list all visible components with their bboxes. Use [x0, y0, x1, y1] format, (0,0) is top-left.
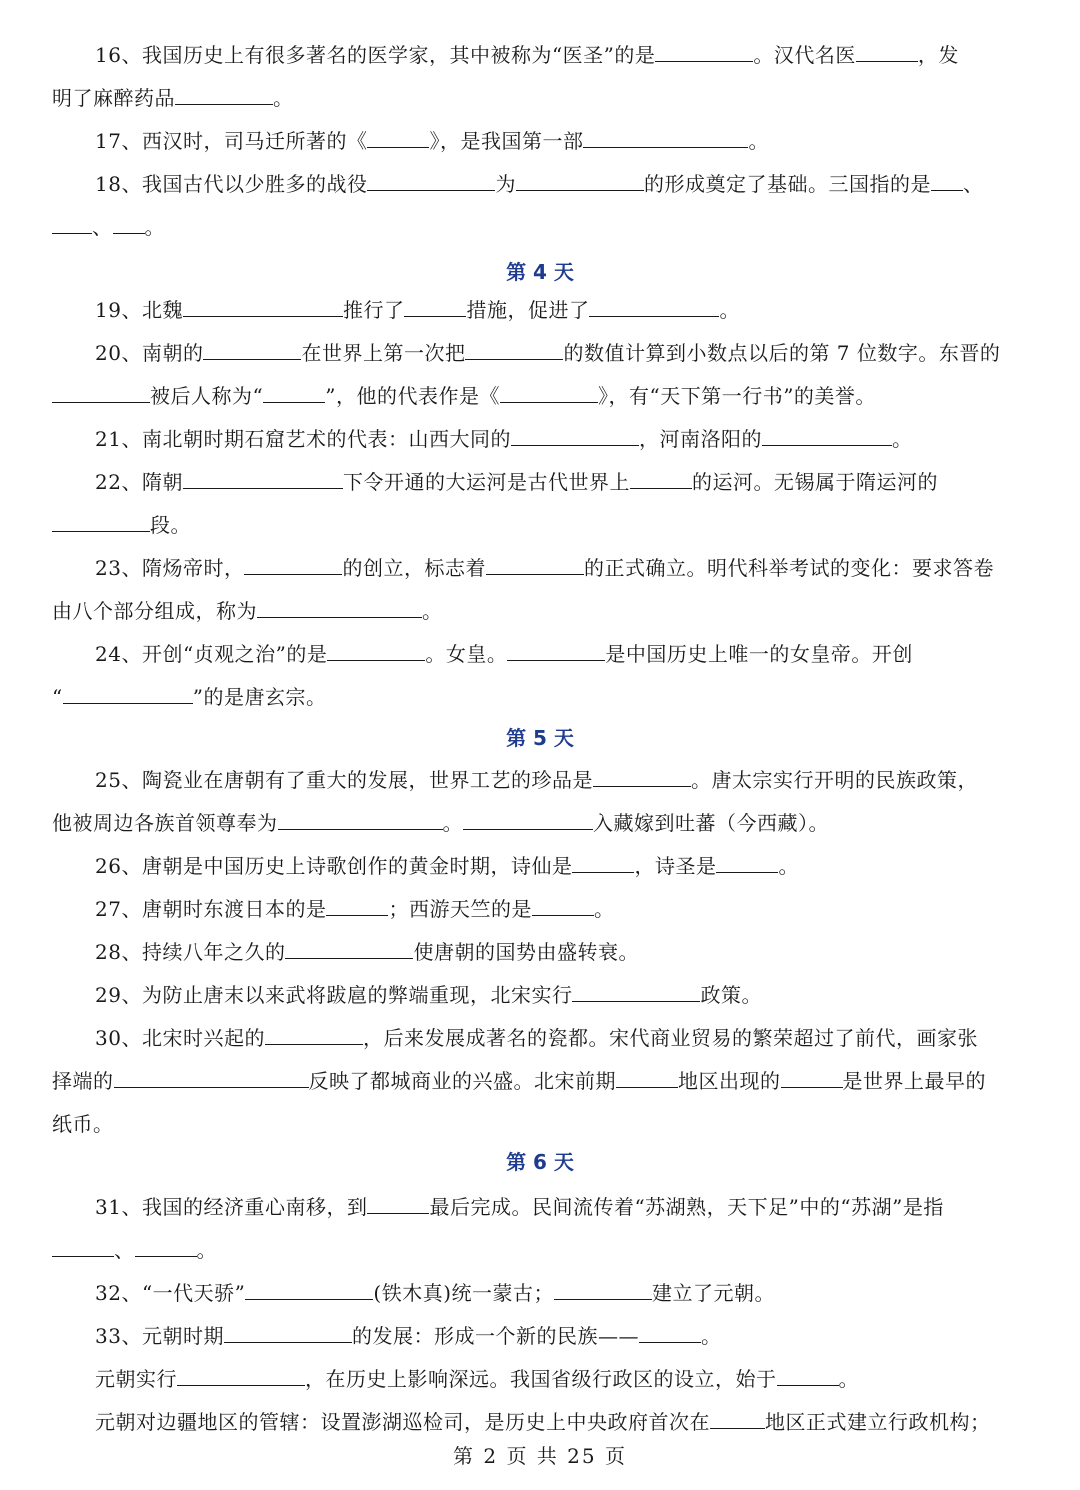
question-line: [95, 1194, 944, 1220]
question-line: [95, 896, 614, 922]
answer-blank[interactable]: [177, 1368, 305, 1386]
question-text: 、: [92, 215, 113, 239]
question-text: 纸币。: [52, 1112, 114, 1136]
question-text: 的运河。无锡属于隋运河的: [691, 470, 938, 494]
question-text: 最后完成。民间流传着“苏湖熟，天下足”中的“苏湖”是指: [429, 1195, 944, 1219]
question-line: [95, 1366, 859, 1392]
question-text: 21、南北朝时期石窟艺术的代表：山西大同的: [95, 427, 511, 451]
question-text: 被后人称为“: [150, 384, 264, 408]
question-text: 措施，促进了: [466, 298, 590, 322]
answer-blank[interactable]: [639, 1325, 701, 1343]
question-text: 。: [442, 811, 463, 835]
answer-blank[interactable]: [583, 130, 748, 148]
day-heading: 第 5 天: [506, 726, 574, 750]
question-line: [95, 171, 983, 197]
answer-blank[interactable]: [593, 769, 691, 787]
question-line: [52, 383, 876, 409]
question-line: [95, 1025, 978, 1051]
question-text: 17、西汉时，司马迁所著的《: [95, 129, 368, 153]
question-text: 18、我国古代以少胜多的战役: [95, 172, 368, 196]
answer-blank[interactable]: [257, 600, 422, 618]
answer-blank[interactable]: [135, 1239, 197, 1257]
question-text: 26、唐朝是中国历史上诗歌创作的黄金时期，诗仙是: [95, 854, 573, 878]
question-text: 31、我国的经济重心南移，到: [95, 1195, 368, 1219]
day-heading: 第 4 天: [506, 260, 574, 284]
question-text: 。唐太宗实行开明的民族政策，: [690, 768, 978, 792]
question-text: 16、我国历史上有很多著名的医学家，其中被称为“医圣”的是: [95, 43, 656, 67]
question-text: 。: [593, 897, 615, 921]
answer-blank[interactable]: [630, 471, 692, 489]
question-text: 28、持续八年之久的: [95, 940, 286, 964]
question-text: 择端的: [52, 1069, 114, 1093]
question-text: 段。: [150, 513, 191, 537]
answer-blank[interactable]: [554, 1282, 652, 1300]
answer-blank[interactable]: [113, 216, 145, 234]
answer-blank[interactable]: [762, 428, 892, 446]
question-text: 推行了: [342, 298, 405, 322]
question-text: ，河南洛阳的: [638, 427, 762, 451]
question-line: [95, 939, 639, 965]
question-text: 他被周边各族首领尊奉为: [52, 811, 278, 835]
answer-blank[interactable]: [245, 1282, 373, 1300]
answer-blank[interactable]: [52, 1239, 114, 1257]
question-text: “: [52, 685, 63, 709]
question-text: 。: [748, 129, 769, 153]
answer-blank[interactable]: [265, 1027, 363, 1045]
question-line: [95, 426, 912, 452]
answer-blank[interactable]: [183, 299, 343, 317]
answer-blank[interactable]: [278, 812, 443, 830]
question-text: 。: [778, 854, 799, 878]
question-text: ，在历史上影响深远。我国省级行政区的设立，始于: [305, 1367, 777, 1391]
question-text: 。: [196, 1238, 217, 1262]
question-text: 下令开通的大运河是古代世界上: [342, 470, 630, 494]
question-text: 23、隋炀帝时，: [95, 556, 245, 580]
answer-blank[interactable]: [175, 87, 273, 105]
question-text: 。: [838, 1367, 859, 1391]
question-text: 。: [891, 427, 913, 451]
question-line: [52, 1068, 986, 1094]
question-text: 33、元朝时期: [95, 1324, 224, 1348]
question-line: [52, 1237, 217, 1263]
answer-blank[interactable]: [507, 643, 605, 661]
answer-blank[interactable]: [710, 1411, 765, 1429]
question-text: ”，他的代表作是《: [325, 384, 500, 408]
question-text: 政策。: [700, 983, 762, 1007]
question-line: [95, 1409, 991, 1435]
question-text: 是中国历史上唯一的女皇帝。开创: [605, 642, 913, 666]
answer-blank[interactable]: [516, 173, 644, 191]
question-text: 是世界上最早的: [842, 1069, 986, 1093]
answer-blank[interactable]: [532, 898, 594, 916]
question-text: 、: [114, 1238, 135, 1262]
question-line: [95, 641, 913, 667]
answer-blank[interactable]: [327, 643, 425, 661]
answer-blank[interactable]: [463, 812, 593, 830]
question-line: [95, 1323, 721, 1349]
question-text: 入藏嫁到吐蕃（今西藏）。: [593, 811, 829, 835]
question-text: 。: [719, 298, 740, 322]
answer-blank[interactable]: [500, 385, 598, 403]
question-text: ；西游天竺的是: [388, 897, 532, 921]
question-text: 的发展：形成一个新的民族——: [351, 1324, 639, 1348]
question-line: [52, 598, 443, 624]
question-line: [95, 853, 799, 879]
answer-blank[interactable]: [404, 299, 466, 317]
question-text: 的正式确立。明代科举考试的变化：要求答卷: [583, 556, 994, 580]
page-footer: 第 2 页 共 25 页: [453, 1444, 627, 1468]
question-text: 30、北宋时兴起的: [95, 1026, 265, 1050]
question-text: 使唐朝的国势由盛转衰。: [413, 940, 639, 964]
question-line: [95, 340, 1000, 366]
question-text: 。汉代名医: [753, 43, 856, 67]
answer-blank[interactable]: [465, 342, 563, 360]
answer-blank[interactable]: [285, 941, 413, 959]
question-text: ”的是唐玄宗。: [192, 685, 327, 709]
question-text: ，发: [917, 43, 959, 67]
answer-blank[interactable]: [52, 514, 150, 532]
answer-blank[interactable]: [511, 428, 639, 446]
question-text: 。: [700, 1324, 722, 1348]
question-text: 》，是我国第一部: [429, 129, 584, 153]
question-text: (铁木真)统一蒙古；: [373, 1281, 555, 1305]
question-line: [95, 982, 762, 1008]
question-line: [52, 85, 294, 111]
answer-blank[interactable]: [63, 686, 193, 704]
answer-blank[interactable]: [224, 1325, 352, 1343]
answer-blank[interactable]: [655, 44, 753, 62]
question-line: [95, 128, 769, 154]
answer-blank[interactable]: [716, 855, 778, 873]
question-text: 反映了都城商业的兴盛。北宋前期: [308, 1069, 616, 1093]
answer-blank[interactable]: [203, 342, 301, 360]
question-text: 建立了元朝。: [652, 1281, 776, 1305]
question-line: [52, 810, 829, 836]
question-text: 》，有“天下第一行书”的美誉。: [597, 384, 876, 408]
question-text: 地区正式建立行政机构；: [765, 1410, 991, 1434]
question-text: 29、为防止唐末以来武将跋扈的弊端重现，北宋实行: [95, 983, 573, 1007]
question-text: 22、隋朝: [95, 470, 183, 494]
answer-blank[interactable]: [367, 173, 495, 191]
answer-blank[interactable]: [114, 1070, 309, 1088]
question-text: 。: [422, 599, 443, 623]
question-text: 。: [273, 86, 294, 110]
question-line: [95, 469, 938, 495]
question-line: [95, 42, 959, 68]
answer-blank[interactable]: [486, 557, 584, 575]
question-text: 地区出现的: [678, 1069, 781, 1093]
answer-blank[interactable]: [263, 385, 325, 403]
answer-blank[interactable]: [52, 385, 150, 403]
question-text: 的数值计算到小数点以后的第 7 位数字。东晋的: [563, 341, 1001, 365]
answer-blank[interactable]: [367, 1196, 429, 1214]
question-text: 25、陶瓷业在唐朝有了重大的发展，世界工艺的珍品是: [95, 768, 593, 792]
question-text: 元朝实行: [95, 1367, 177, 1391]
question-text: 的形成奠定了基础。三国指的是: [643, 172, 931, 196]
question-text: ，诗圣是: [634, 854, 717, 878]
answer-blank[interactable]: [781, 1070, 843, 1088]
question-text: 明了麻醉药品: [52, 86, 175, 110]
answer-blank[interactable]: [777, 1368, 839, 1386]
question-line: [95, 555, 994, 581]
question-text: ，后来发展成著名的瓷都。宋代商业贸易的繁荣超过了前代，画家张: [362, 1026, 978, 1050]
answer-blank[interactable]: [367, 130, 429, 148]
answer-blank[interactable]: [856, 44, 918, 62]
question-text: 。女皇。: [425, 642, 508, 666]
question-line: [52, 214, 165, 240]
question-line: [52, 1111, 114, 1137]
answer-blank[interactable]: [326, 898, 388, 916]
answer-blank[interactable]: [52, 216, 92, 234]
question-text: 元朝对边疆地区的管辖：设置澎湖巡检司，是历史上中央政府首次在: [95, 1410, 710, 1434]
question-line: [52, 684, 326, 710]
question-text: 24、开创“贞观之治”的是: [95, 642, 328, 666]
answer-blank[interactable]: [572, 855, 634, 873]
question-text: 27、唐朝时东渡日本的是: [95, 897, 327, 921]
question-text: 为: [495, 172, 516, 196]
question-text: 20、南朝的: [95, 341, 204, 365]
question-text: 的创立，标志着: [342, 556, 486, 580]
question-line: [95, 767, 978, 793]
answer-blank[interactable]: [572, 984, 700, 1002]
question-line: [52, 512, 191, 538]
answer-blank[interactable]: [183, 471, 343, 489]
question-text: 19、北魏: [95, 298, 183, 322]
answer-blank[interactable]: [589, 299, 719, 317]
answer-blank[interactable]: [244, 557, 342, 575]
question-text: 。: [144, 215, 165, 239]
question-text: 、: [962, 172, 984, 196]
question-line: [95, 1280, 775, 1306]
question-text: 由八个部分组成，称为: [52, 599, 257, 623]
answer-blank[interactable]: [931, 173, 963, 191]
answer-blank[interactable]: [616, 1070, 678, 1088]
question-text: 在世界上第一次把: [301, 341, 466, 365]
question-text: 32、“一代天骄”: [95, 1281, 246, 1305]
day-heading: 第 6 天: [506, 1150, 574, 1174]
question-line: [95, 297, 740, 323]
